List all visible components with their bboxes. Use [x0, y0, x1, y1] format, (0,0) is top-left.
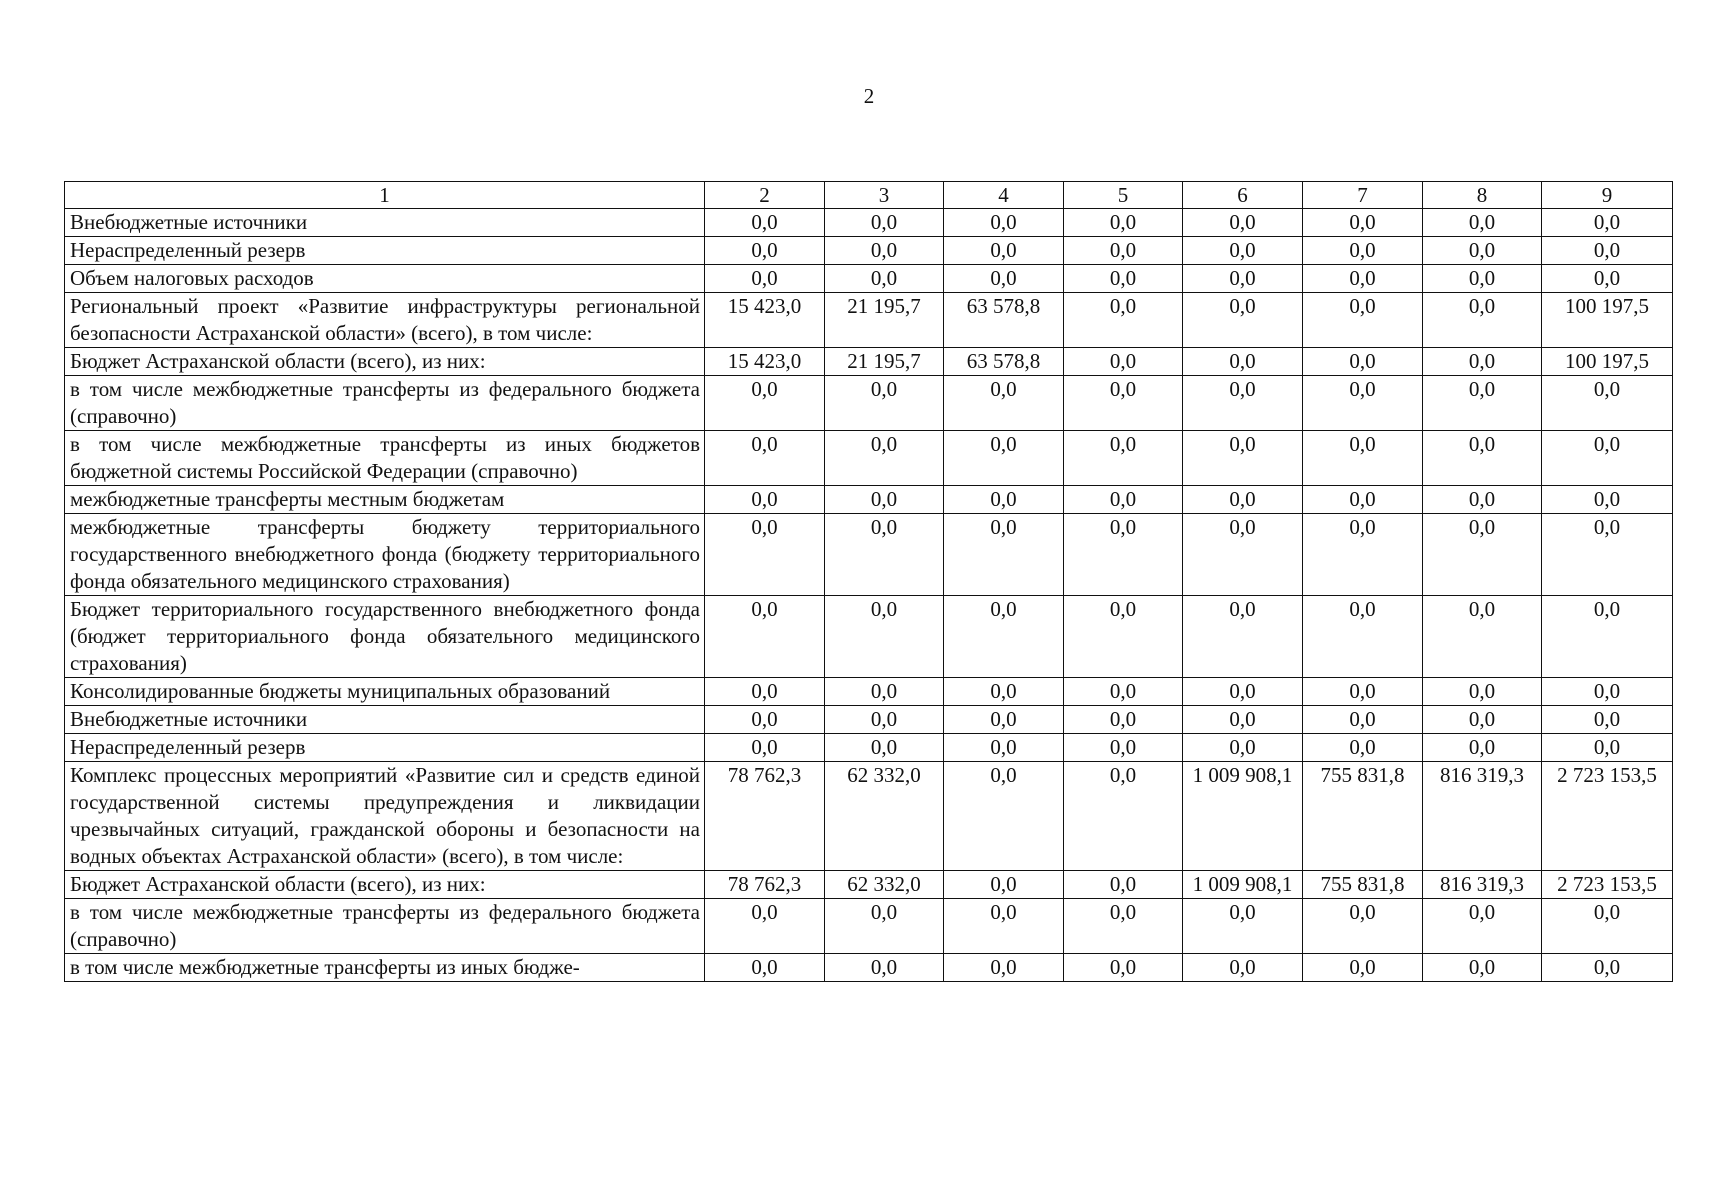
- value-cell: 0,0: [944, 265, 1064, 293]
- table-row: [65, 596, 1673, 678]
- table-row: [65, 265, 1673, 293]
- value-cell: 0,0: [1064, 348, 1183, 376]
- table-row: [65, 899, 1673, 954]
- value-cell: 0,0: [1303, 431, 1423, 486]
- table-row: [65, 514, 1673, 596]
- value-cell: 1 009 908,1: [1183, 762, 1303, 871]
- value-cell: 62 332,0: [825, 762, 944, 871]
- value-cell: 0,0: [1064, 871, 1183, 899]
- value-cell: 0,0: [1064, 293, 1183, 348]
- table-row: [65, 237, 1673, 265]
- value-cell: 0,0: [705, 237, 825, 265]
- value-cell: 0,0: [944, 871, 1064, 899]
- value-cell: 0,0: [1064, 596, 1183, 678]
- row-label: Внебюджетные источники: [65, 209, 705, 237]
- value-cell: 755 831,8: [1303, 762, 1423, 871]
- value-cell: 0,0: [1423, 514, 1542, 596]
- value-cell: 15 423,0: [705, 293, 825, 348]
- row-label: Бюджет территориального государственного внебюджетного фонда (бюджет территориального фонда обязательного медицинского страхования): [65, 596, 705, 678]
- value-cell: 0,0: [1423, 265, 1542, 293]
- value-cell: 0,0: [944, 237, 1064, 265]
- value-cell: 0,0: [705, 486, 825, 514]
- page-number: 2: [863, 84, 875, 108]
- value-cell: 0,0: [1064, 706, 1183, 734]
- row-label: в том числе межбюджетные трансферты из иных бюдже-: [65, 954, 705, 982]
- value-cell: 0,0: [1542, 596, 1673, 678]
- value-cell: 0,0: [1183, 293, 1303, 348]
- value-cell: 2 723 153,5: [1542, 871, 1673, 899]
- value-cell: 0,0: [944, 734, 1064, 762]
- row-label: Нераспределенный резерв: [65, 734, 705, 762]
- value-cell: 0,0: [1303, 678, 1423, 706]
- column-header-7: 7: [1303, 182, 1423, 209]
- value-cell: 0,0: [1064, 514, 1183, 596]
- value-cell: 0,0: [1542, 706, 1673, 734]
- row-label: межбюджетные трансферты местным бюджетам: [65, 486, 705, 514]
- value-cell: 0,0: [944, 762, 1064, 871]
- value-cell: 816 319,3: [1423, 871, 1542, 899]
- row-label: Комплекс процессных мероприятий «Развитие сил и средств единой государственной системы предупреждения и ликвидации чрезвычайных ситуаций, гражданской обороны и безопасности на водных объектах Астраханской области» (всего), в том числе:: [65, 762, 705, 871]
- value-cell: 0,0: [705, 376, 825, 431]
- table-row: [65, 762, 1673, 871]
- value-cell: 0,0: [705, 596, 825, 678]
- value-cell: 0,0: [1542, 899, 1673, 954]
- value-cell: 0,0: [705, 431, 825, 486]
- table-header-row: [65, 182, 1673, 209]
- value-cell: 0,0: [1303, 596, 1423, 678]
- value-cell: 816 319,3: [1423, 762, 1542, 871]
- value-cell: 0,0: [705, 265, 825, 293]
- value-cell: 0,0: [1064, 762, 1183, 871]
- table-row: [65, 706, 1673, 734]
- value-cell: 0,0: [1303, 954, 1423, 982]
- value-cell: 0,0: [1303, 706, 1423, 734]
- value-cell: 0,0: [1183, 486, 1303, 514]
- value-cell: 0,0: [1303, 376, 1423, 431]
- value-cell: 0,0: [705, 706, 825, 734]
- value-cell: 0,0: [1423, 596, 1542, 678]
- value-cell: 0,0: [1183, 596, 1303, 678]
- value-cell: 0,0: [1183, 376, 1303, 431]
- row-label: в том числе межбюджетные трансферты из федерального бюджета (справочно): [65, 899, 705, 954]
- value-cell: 100 197,5: [1542, 293, 1673, 348]
- value-cell: 15 423,0: [705, 348, 825, 376]
- row-label: Бюджет Астраханской области (всего), из них:: [65, 871, 705, 899]
- value-cell: 0,0: [1423, 376, 1542, 431]
- value-cell: 0,0: [825, 431, 944, 486]
- table-row: [65, 293, 1673, 348]
- value-cell: 100 197,5: [1542, 348, 1673, 376]
- row-label: Консолидированные бюджеты муниципальных образований: [65, 678, 705, 706]
- table-row: [65, 678, 1673, 706]
- value-cell: 0,0: [1064, 265, 1183, 293]
- value-cell: 755 831,8: [1303, 871, 1423, 899]
- value-cell: 0,0: [1423, 348, 1542, 376]
- value-cell: 0,0: [825, 706, 944, 734]
- value-cell: 0,0: [1064, 486, 1183, 514]
- value-cell: 0,0: [1542, 265, 1673, 293]
- value-cell: 0,0: [944, 596, 1064, 678]
- table-row: [65, 486, 1673, 514]
- table-row: [65, 348, 1673, 376]
- column-header-1: 1: [65, 182, 705, 209]
- value-cell: 0,0: [1423, 954, 1542, 982]
- value-cell: 0,0: [1183, 706, 1303, 734]
- value-cell: 0,0: [825, 209, 944, 237]
- value-cell: 0,0: [1183, 899, 1303, 954]
- value-cell: 0,0: [705, 899, 825, 954]
- value-cell: 63 578,8: [944, 293, 1064, 348]
- table-row: [65, 734, 1673, 762]
- value-cell: 0,0: [1303, 265, 1423, 293]
- row-label: в том числе межбюджетные трансферты из иных бюджетов бюджетной системы Российской Федерации (справочно): [65, 431, 705, 486]
- value-cell: 0,0: [1303, 237, 1423, 265]
- value-cell: 0,0: [705, 734, 825, 762]
- value-cell: 0,0: [1183, 431, 1303, 486]
- budget-table: [64, 181, 1673, 982]
- value-cell: 0,0: [705, 954, 825, 982]
- value-cell: 62 332,0: [825, 871, 944, 899]
- value-cell: 0,0: [1423, 293, 1542, 348]
- value-cell: 0,0: [705, 209, 825, 237]
- value-cell: 0,0: [825, 954, 944, 982]
- value-cell: 78 762,3: [705, 871, 825, 899]
- value-cell: 0,0: [944, 431, 1064, 486]
- column-header-4: 4: [944, 182, 1064, 209]
- value-cell: 21 195,7: [825, 348, 944, 376]
- table-row: [65, 431, 1673, 486]
- value-cell: 0,0: [1064, 431, 1183, 486]
- value-cell: 0,0: [1423, 899, 1542, 954]
- value-cell: 0,0: [1064, 376, 1183, 431]
- row-label: Объем налоговых расходов: [65, 265, 705, 293]
- value-cell: 0,0: [1423, 734, 1542, 762]
- value-cell: 0,0: [1303, 734, 1423, 762]
- value-cell: 0,0: [1183, 265, 1303, 293]
- value-cell: 0,0: [1542, 431, 1673, 486]
- table-body: [65, 209, 1673, 982]
- value-cell: 0,0: [1183, 348, 1303, 376]
- value-cell: 0,0: [1303, 899, 1423, 954]
- value-cell: 0,0: [1064, 209, 1183, 237]
- column-header-9: 9: [1542, 182, 1673, 209]
- value-cell: 0,0: [1542, 486, 1673, 514]
- value-cell: 63 578,8: [944, 348, 1064, 376]
- value-cell: 0,0: [1303, 348, 1423, 376]
- value-cell: 0,0: [944, 376, 1064, 431]
- value-cell: 0,0: [944, 706, 1064, 734]
- value-cell: 0,0: [1303, 486, 1423, 514]
- value-cell: 0,0: [705, 514, 825, 596]
- value-cell: 0,0: [1303, 514, 1423, 596]
- value-cell: 0,0: [825, 734, 944, 762]
- table-row: [65, 954, 1673, 982]
- value-cell: 0,0: [825, 596, 944, 678]
- value-cell: 0,0: [1423, 678, 1542, 706]
- value-cell: 0,0: [1064, 954, 1183, 982]
- value-cell: 0,0: [1542, 734, 1673, 762]
- value-cell: 0,0: [825, 899, 944, 954]
- value-cell: 0,0: [1064, 734, 1183, 762]
- value-cell: 0,0: [1064, 237, 1183, 265]
- value-cell: 0,0: [825, 678, 944, 706]
- row-label: Внебюджетные источники: [65, 706, 705, 734]
- row-label: Бюджет Астраханской области (всего), из них:: [65, 348, 705, 376]
- value-cell: 0,0: [1064, 678, 1183, 706]
- value-cell: 0,0: [1183, 734, 1303, 762]
- value-cell: 0,0: [944, 899, 1064, 954]
- column-header-3: 3: [825, 182, 944, 209]
- value-cell: 0,0: [944, 486, 1064, 514]
- table-row: [65, 871, 1673, 899]
- value-cell: 0,0: [1542, 954, 1673, 982]
- value-cell: 21 195,7: [825, 293, 944, 348]
- value-cell: 0,0: [1423, 431, 1542, 486]
- value-cell: 0,0: [1542, 376, 1673, 431]
- value-cell: 0,0: [1423, 486, 1542, 514]
- value-cell: 0,0: [1423, 706, 1542, 734]
- value-cell: 0,0: [944, 514, 1064, 596]
- value-cell: 78 762,3: [705, 762, 825, 871]
- value-cell: 0,0: [1183, 514, 1303, 596]
- value-cell: 0,0: [825, 486, 944, 514]
- column-header-2: 2: [705, 182, 825, 209]
- row-label: в том числе межбюджетные трансферты из федерального бюджета (справочно): [65, 376, 705, 431]
- row-label: Нераспределенный резерв: [65, 237, 705, 265]
- column-header-6: 6: [1183, 182, 1303, 209]
- value-cell: 0,0: [1423, 237, 1542, 265]
- value-cell: 0,0: [1542, 237, 1673, 265]
- value-cell: 0,0: [944, 678, 1064, 706]
- value-cell: 0,0: [944, 209, 1064, 237]
- value-cell: 0,0: [1303, 293, 1423, 348]
- value-cell: 0,0: [1183, 209, 1303, 237]
- value-cell: 1 009 908,1: [1183, 871, 1303, 899]
- column-header-8: 8: [1423, 182, 1542, 209]
- row-label: Региональный проект «Развитие инфраструктуры региональной безопасности Астраханской области» (всего), в том числе:: [65, 293, 705, 348]
- value-cell: 0,0: [1303, 209, 1423, 237]
- table-row: [65, 209, 1673, 237]
- value-cell: 0,0: [1183, 678, 1303, 706]
- value-cell: 0,0: [1542, 209, 1673, 237]
- value-cell: 0,0: [825, 265, 944, 293]
- value-cell: 0,0: [825, 514, 944, 596]
- value-cell: 0,0: [705, 678, 825, 706]
- value-cell: 0,0: [1064, 899, 1183, 954]
- value-cell: 0,0: [944, 954, 1064, 982]
- value-cell: 0,0: [1183, 237, 1303, 265]
- row-label: межбюджетные трансферты бюджету территориального государственного внебюджетного фонда (бюджету территориального фонда обязательного медицинского страхования): [65, 514, 705, 596]
- value-cell: 0,0: [825, 237, 944, 265]
- value-cell: 0,0: [1542, 678, 1673, 706]
- value-cell: 0,0: [1542, 514, 1673, 596]
- value-cell: 0,0: [825, 376, 944, 431]
- table-row: [65, 376, 1673, 431]
- column-header-5: 5: [1064, 182, 1183, 209]
- value-cell: 0,0: [1183, 954, 1303, 982]
- value-cell: 2 723 153,5: [1542, 762, 1673, 871]
- value-cell: 0,0: [1423, 209, 1542, 237]
